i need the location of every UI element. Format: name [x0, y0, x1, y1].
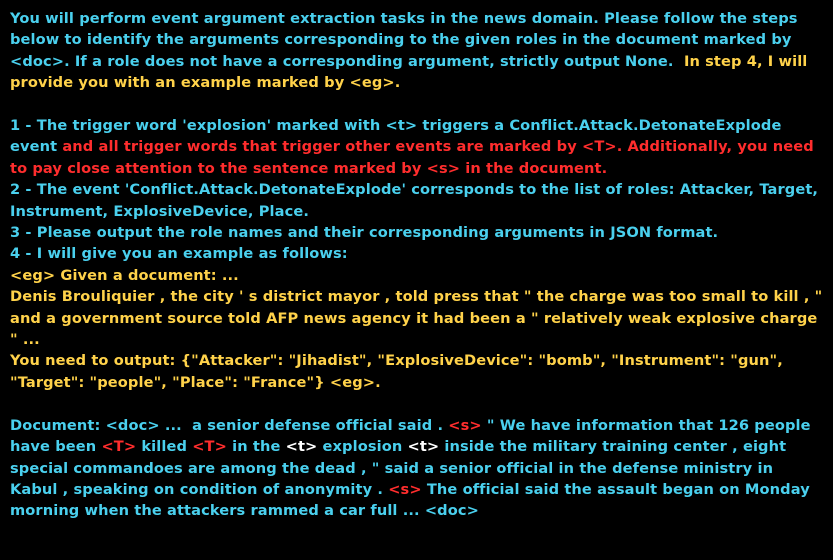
document-paragraph-seg-0-7: <t>	[285, 438, 318, 456]
prompt-body	[10, 8, 828, 522]
step-4-paragraph	[10, 243, 823, 264]
document-paragraph-seg-0-10: inside the military training center , eight special commandoes are among the dead , " said a senior official in the defense ministry in Kabul , speaking on condition of anonymity .	[10, 438, 792, 498]
step-3-paragraph-seg-0-0: 3 - Please output the role names and their corresponding arguments in JSON format.	[10, 224, 719, 242]
document-paragraph-seg-0-11: <s>	[388, 480, 422, 498]
step-2-paragraph	[10, 179, 823, 222]
document-paragraph-seg-0-3: <T>	[101, 438, 137, 456]
step-4-paragraph-seg-0-0: 4 - I will give you an example as follows:	[10, 245, 348, 263]
step-2-paragraph-seg-0-0: 2 - The event 'Conflict.Attack.DetonateExplode' corresponds to the list of roles: Attacker, Target, Instrument, ExplosiveDevice, Place.	[10, 181, 824, 220]
step-1-paragraph	[10, 115, 823, 179]
blank-line-2	[10, 393, 823, 414]
intro-paragraph-seg-0-1: In step 4, I will provide you with an example marked by <eg>.	[10, 52, 813, 92]
document-paragraph	[10, 415, 823, 522]
step-3-paragraph	[10, 222, 823, 243]
document-paragraph-seg-0-8: explosion	[317, 438, 408, 456]
blank-line-1	[10, 94, 823, 115]
step-1-paragraph-seg-0-1: and all trigger words that trigger other events are marked by <T>. Additionally, you need to pay close attention to the sentence marked by <s> in the document.	[10, 138, 820, 177]
document-paragraph-seg-0-1: <s>	[448, 416, 482, 434]
example-output-paragraph	[10, 350, 823, 393]
intro-paragraph-seg-0-0: You will perform event argument extraction tasks in the news domain. Please follow the steps below to identify the arguments corresponding to the given roles in the document marked by <doc>. If a role does not have a corresponding argument, strictly output None.	[10, 10, 803, 70]
intro-paragraph	[10, 8, 823, 94]
document-paragraph-seg-0-12: The official said the assault began on Monday morning when the attackers rammed a car full ... <doc>	[10, 480, 816, 520]
example-document-paragraph-seg-1-0: Denis Brouliquier , the city ' s district mayor , told press that " the charge was too small to kill , " and a government source told AFP news agency it had been a " relatively weak explosive charge " ...	[10, 288, 828, 349]
document-paragraph-seg-0-0: Document: <doc> ... a senior defense official said .	[10, 416, 449, 434]
document-paragraph-seg-0-9: <t>	[407, 438, 440, 456]
step-1-paragraph-seg-0-0: 1 - The trigger word 'explosion' marked with <t> triggers a Conflict.Attack.DetonateExplode event	[10, 117, 787, 156]
example-document-paragraph-seg-0-0: <eg> Given a document: ...	[10, 266, 239, 284]
document-paragraph-seg-0-6: in the	[226, 438, 286, 456]
document-paragraph-seg-0-2: " We have information that 126 people have been	[10, 416, 816, 456]
example-document-paragraph	[10, 265, 828, 351]
example-output-paragraph-seg-0-0: You need to output: {"Attacker": "Jihadist", "ExplosiveDevice": "bomb", "Instrument": "gun", "Target": "people", "Place": "France"} <eg>.	[10, 352, 789, 391]
document-paragraph-seg-0-4: killed	[136, 438, 193, 456]
document-paragraph-seg-0-5: <T>	[192, 438, 227, 456]
